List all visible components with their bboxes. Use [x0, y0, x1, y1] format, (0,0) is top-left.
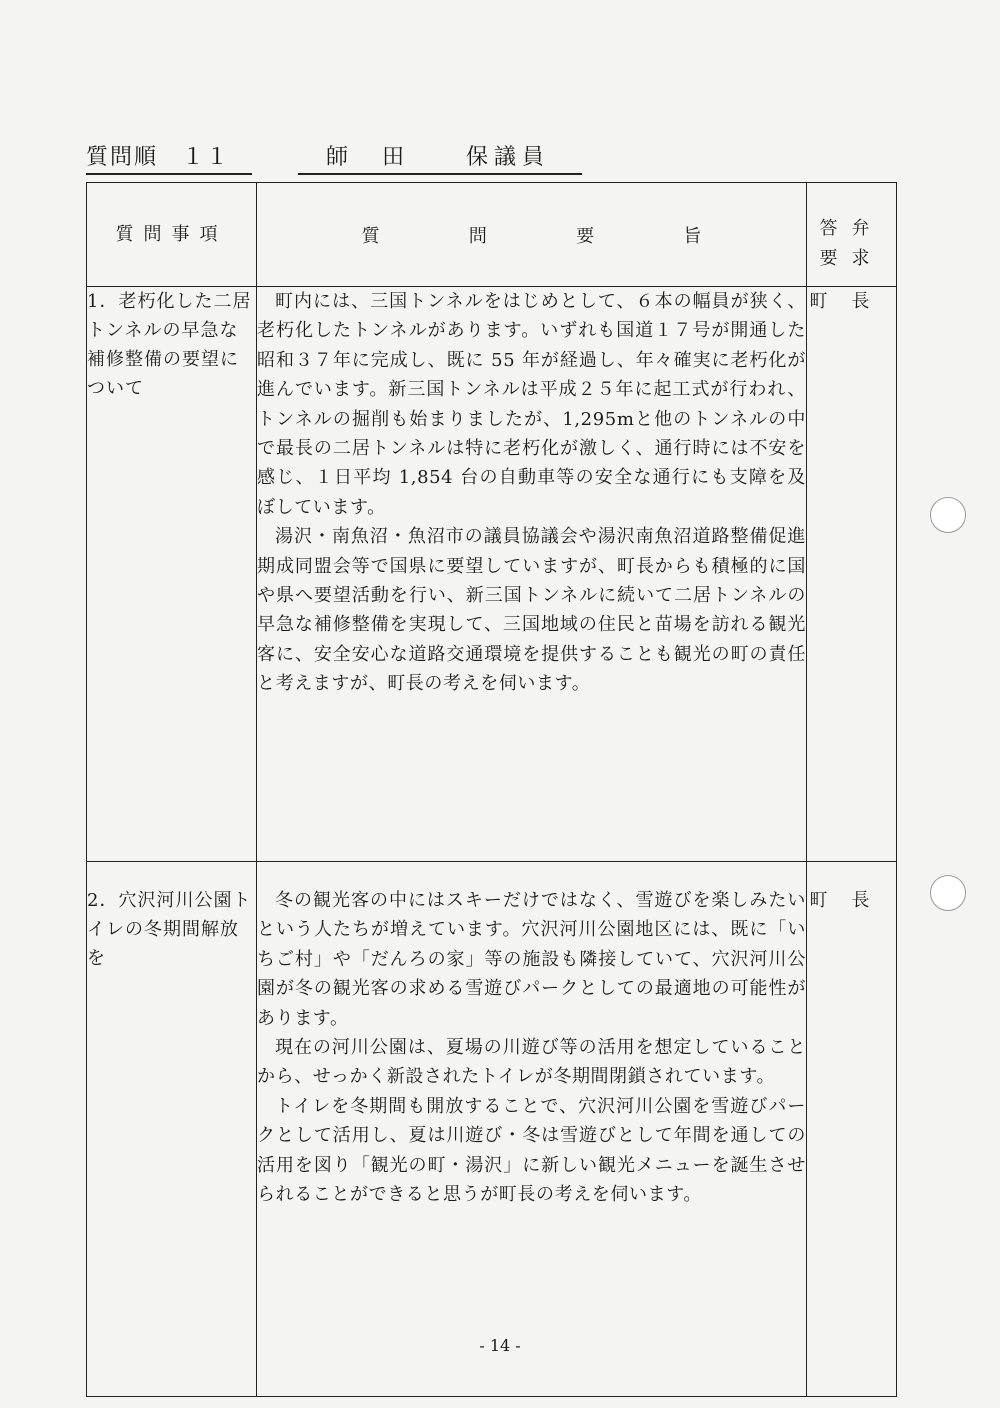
question-row — [87, 862, 897, 1397]
punch-hole — [930, 497, 966, 533]
questioner-name: 師 田 保議員 — [298, 140, 582, 175]
table-header-row — [87, 183, 897, 287]
header-gist-char: 質 — [361, 225, 380, 247]
question-topic: 1．老朽化した二居トンネルの早急な補修整備の要望について — [87, 287, 257, 862]
question-table — [86, 182, 897, 1397]
header-gist-char: 要 — [576, 225, 595, 247]
question-gist — [257, 862, 807, 1397]
gist-paragraph: トイレを冬期間も開放することで、穴沢河川公園を雪遊びパークとして活用し、夏は川遊び・冬は雪遊びとして年間を通しての活用を図り「観光の町・湯沢」に新しい観光メニューを誕生させられることができると思うが町長の考えを伺います。 — [257, 1095, 806, 1206]
header-gist-char: 旨 — [683, 225, 702, 247]
header-gist-char: 問 — [468, 225, 487, 247]
answer-request: 町長 — [807, 287, 897, 862]
question-gist — [257, 287, 807, 862]
gist-paragraph: 冬の観光客の中にはスキーだけではなく、雪遊びを楽しみたいという人たちが増えています。穴沢河川公園地区には、既に「いちご村」や「だんろの家」等の施設も隣接していて、穴沢河川公園が冬の観光客の求める雪遊びパークとしての最適地の可能性があります。 — [257, 890, 806, 1029]
header-question-gist — [257, 183, 807, 287]
header-question-item: 質問事項 — [87, 183, 257, 287]
answer-request: 町長 — [807, 862, 897, 1397]
gist-paragraph: 現在の河川公園は、夏場の川遊び等の活用を想定していることから、せっかく新設されたトイレが冬期間閉鎖されています。 — [257, 1037, 806, 1088]
gist-paragraph: 町内には、三国トンネルをはじめとして、６本の幅員が狭く、老朽化したトンネルがあります。いずれも国道１７号が開通した昭和３７年に完成し、既に 55 年が経過し、年々確実に老朽化が進んでいます。新三国トンネルは平成２５年に起工式が行われ、トンネルの掘削も始まりましたが、1,295mと他のトンネルの中で最長の二居トンネルは特に老朽化が激しく、通行時には不安を感じ、１日平均 1,854 台の自動車等の安全な通行にも支障を及ぼしています。 — [257, 291, 806, 518]
punch-hole — [930, 875, 966, 911]
header-answer-request — [807, 183, 897, 287]
header-request-line: 要求 — [819, 247, 884, 269]
question-topic: 2．穴沢河川公園トイレの冬期間解放を — [87, 862, 257, 1397]
header-request-line: 答弁 — [819, 217, 884, 239]
page-number: - 14 - — [479, 1336, 521, 1355]
question-row — [87, 287, 897, 862]
question-order: 質問順 １１ — [86, 140, 252, 175]
gist-paragraph: 湯沢・南魚沼・魚沼市の議員協議会や湯沢南魚沼道路整備促進期成同盟会等で国県に要望していますが、町長からも積極的に国や県へ要望活動を行い、新三国トンネルに続いて二居トンネルの早急な補修整備を実現して、三国地域の住民と苗場を訪れる観光客に、安全安心な道路交通環境を提供することも観光の町の責任と考えますが、町長の考えを伺います。 — [257, 526, 806, 695]
